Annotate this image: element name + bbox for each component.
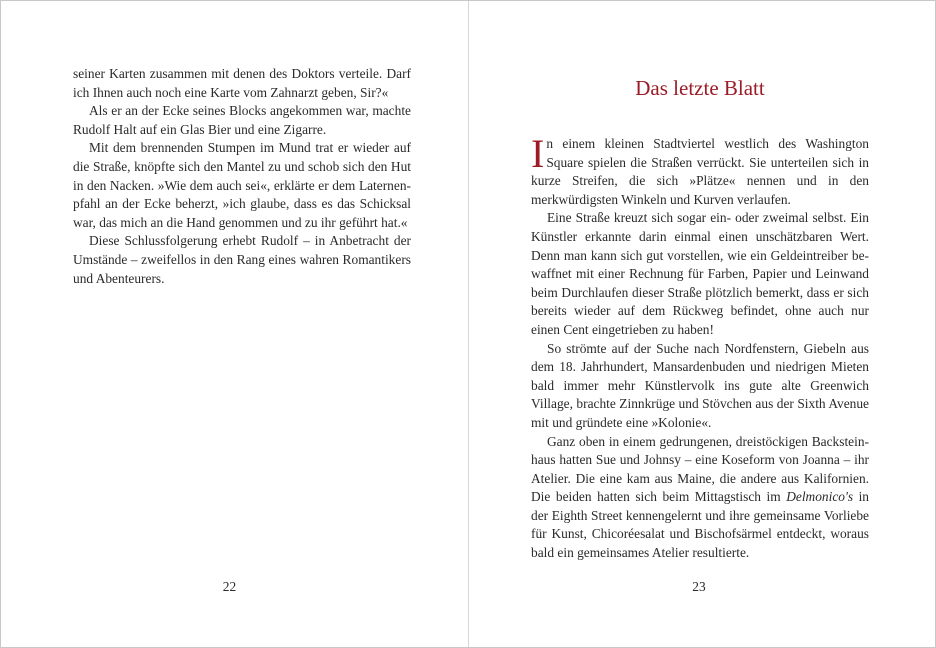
paragraph: seiner Karten zusammen mit denen des Doktors verteile. Darf ich Ihnen auch noch eine Karte vom Zahnarzt geben, Sir?«: [73, 66, 411, 100]
paragraph-text: Ganz oben in einem gedrungenen, dreistöckigen Backsteinhaus hatten Sue und Johnsy – eine Koseform von Joanna – ihr Atelier. Die eine kam aus Maine, die andere aus Kalifornien. Die beiden hatten sich beim Mittagstisch im: [531, 433, 869, 505]
paragraph: Diese Schlussfolgerung erhebt Rudolf – in Anbetracht der Umstände – zweifellos in den Rang eines wahren Romantikers und Abenteurers.: [73, 233, 411, 286]
left-page: [1, 1, 468, 647]
italic-name: Delmonico's: [786, 489, 854, 505]
chapter-title: Das letzte Blatt: [635, 76, 765, 100]
page-number-left: 22: [222, 579, 237, 594]
paragraph: Eine Straße kreuzt sich sogar ein- oder zweimal selbst. Ein Künstler erkannte darin einmal einen unschätzbaren Wert. Denn man kann sich gut vorstellen, wie ein Geldeintreiber bewaffnet mit einer Rechnung für Farben, Papier und Leinwand beim Durchlaufen dieser Straße plötzlich bemerkt, dass er sich bereits wieder auf dem Rückweg befindet, ohne auch nur einen Cent eingetrieben zu haben!: [531, 210, 869, 337]
paragraph: [531, 433, 869, 563]
left-page-text: [73, 65, 411, 288]
drop-cap: I: [531, 131, 545, 176]
paragraph: Als er an der Ecke seines Blocks angekommen war, machte Rudolf Halt auf ein Glas Bier und eine Zigarre.: [73, 103, 411, 137]
right-page-text: [531, 131, 869, 563]
first-paragraph-text: n einem kleinen Stadtviertel westlich des Washington Square spielen die Straßen verrückt. Sie unterteilen sich in kurze Streifen, die sich »Plätze« nennen und in den merkwürdigsten Winkeln und Kurven verlaufen.: [531, 136, 869, 207]
paragraph: So strömte auf der Suche nach Nordfenstern, Giebeln aus dem 18. Jahrhundert, Mansardenbuden und niedrigen Mieten bald immer mehr Künstlervolk ins gute alte Greenwich Village, brachte Zinnkrüge und Stövchen aus der Sixth Avenue mit und gründete eine »Kolonie«.: [531, 340, 869, 430]
first-paragraph: [531, 131, 869, 209]
right-page: [469, 1, 935, 647]
paragraph: Mit dem brennenden Stumpen im Mund trat er wieder auf die Straße, knöpfte sich den Mantel zu und schob sich den Hut in den Nacken. »Wie dem auch sei«, erklärte er dem Laternenpfahl an der Ecke beherzt, »ich glaube, dass es das Schicksal war, das mich an die Hand genommen und zu ihr geführt hat.«: [73, 140, 411, 230]
page-number-right: 23: [692, 579, 706, 594]
paragraph-text-tail: in der Eighth Street kennengelernt und ihre gemeinsame Vorliebe für Kunst, Chicoréesalat und Bischofsärmel entdeckt, woraus bald ein gemeinsames Atelier resultierte.: [531, 489, 869, 561]
